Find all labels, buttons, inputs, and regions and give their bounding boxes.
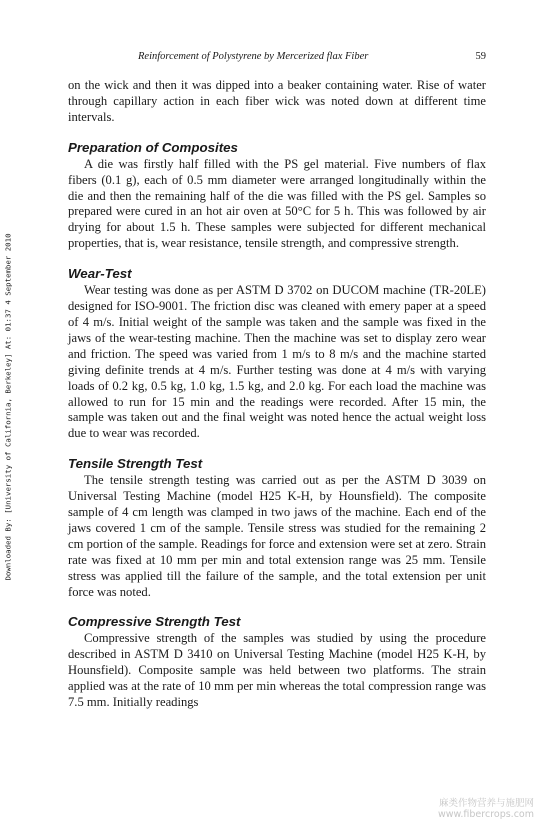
section-heading-compressive: Compressive Strength Test <box>68 614 241 630</box>
running-title: Reinforcement of Polystyrene by Mercerized flax Fiber <box>138 51 369 62</box>
section-paragraph-compressive: Compressive strength of the samples was studied by using the procedure described in ASTM D 3410 on Universal Testing Machine (model H25 K-H, by Hounsfield). Composite sample was held between two platforms. The strain applied was at the rate of 10 mm per min whereas the total compression range was 7.5 mm. Initially readings <box>68 631 486 710</box>
section-heading-preparation: Preparation of Composites <box>68 139 238 155</box>
watermark-line-url: www.fibercrops.com <box>437 809 534 820</box>
intro-paragraph: on the wick and then it was dipped into a beaker containing water. Rise of water through capillary action in each fiber wick was noted down at different time intervals. <box>68 78 486 124</box>
section-paragraph-tensile: The tensile strength testing was carried out as per the ASTM D 3039 on Universal Testing Machine (model H25 K-H, by Hounsfield). The composite sample of 4 cm length was clamped in two jaws of the machine. Each end of the jaws covered 1 cm of the sample. Tensile stress was studied for the remaining 2 cm portion of the sample. Readings for force and extension were set at zero. Strain rate was fixed at 10 mm per min and total extension range was 25 mm. Tensile stress was applied till the failure of the sample, and the total extension per unit force was noted. <box>68 473 486 599</box>
site-watermark <box>438 798 534 820</box>
section-paragraph-preparation: A die was firstly half filled with the PS gel material. Five numbers of flax fibers (0.1 g), each of 0.5 mm diameter were arranged longitudinally within the die and then the remaining half of the die was filled with the PS gel. Samples so prepared were cured in an hot air oven at 50°C for 5 h. This was followed by air drying for about 1.5 h. These samples were subjected for different mechanical properties, that is, wear resistance, tensile strength, and compressive strength. <box>68 156 486 251</box>
article-body <box>68 78 486 711</box>
section-heading-tensile: Tensile Strength Test <box>68 456 203 472</box>
download-stamp-text: Downloaded By: [University of California, Berkeley] At: 01:37 4 September 2010 <box>3 233 13 581</box>
section-paragraph-wear-test: Wear testing was done as per ASTM D 3702 on DUCOM machine (TR-20LE) designed for ISO-9001. The friction disc was cleaned with emery paper at a speed of 4 m/s. Initial weight of the sample was taken and the sample was fixed in the jaws of the wear-testing machine. Then the machine was set to display zero wear and friction. The speed was varied from 1 m/s to 8 m/s and the machine started giving definite trends at 4 m/s. Further testing was done at 4 m/s with varying loads of 0.2 kg, 0.5 kg, 1.0 kg, 1.5 kg, and 2.0 kg. For each load the machine was allowed to run for 15 min and the readings were recorded. After 15 min, the sample was taken out and the final weight was noted hence the actual weight loss due to wear was recorded. <box>68 283 486 441</box>
watermark-line-chinese: 麻类作物营养与施肥网 <box>438 798 534 809</box>
page-number: 59 <box>475 51 486 62</box>
running-header <box>68 49 486 65</box>
section-heading-wear-test: Wear-Test <box>68 266 132 282</box>
download-stamp <box>0 212 16 602</box>
